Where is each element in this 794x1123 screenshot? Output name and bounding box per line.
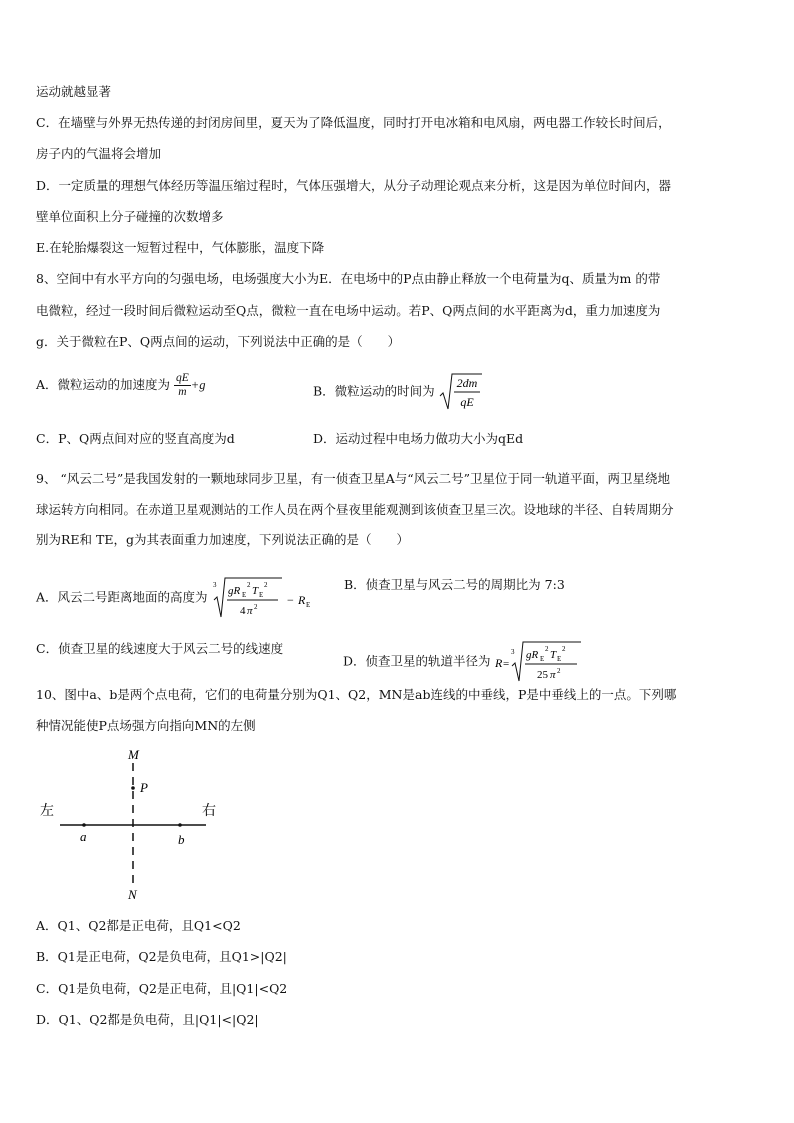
option-d-line2: 壁单位面积上分子碰撞的次数增多 [36, 209, 224, 224]
q10-option-d: D．Q1、Q2都是负电荷，且|Q1|<|Q2| [36, 1012, 259, 1027]
q10-stem-line1: 10、图中a、b是两个点电荷，它们的电荷量分别为Q1、Q2，MN是ab连线的中垂线，P是中垂线上的一点。下列哪 [36, 687, 677, 702]
q9-option-b: B．侦查卫星与风云二号的周期比为 7:3 [344, 577, 565, 592]
q9-option-c: C．侦查卫星的线速度大于风云二号的线速度 [36, 641, 284, 656]
charge-diagram [36, 745, 226, 905]
svg-text:E: E [556, 655, 561, 663]
svg-text:gR: gR [525, 649, 538, 661]
svg-text:R: R [494, 656, 502, 670]
option-e-line: E.在轮胎爆裂这一短暂过程中，气体膨胀，温度下降 [36, 240, 325, 255]
label-p: P [140, 780, 148, 795]
q8-option-b-text: B．微粒运动的时间为 [313, 383, 435, 399]
label-right: 右 [202, 804, 216, 819]
q9-option-a [36, 576, 316, 620]
svg-text:−: − [286, 593, 294, 607]
q10-option-a: A．Q1、Q2都是正电荷，且Q1<Q2 [36, 918, 241, 933]
svg-text:=: = [502, 658, 509, 670]
svg-text:gR: gR [227, 585, 240, 597]
q9-a-formula-icon [212, 576, 316, 620]
q9-d-formula-icon [495, 640, 583, 684]
svg-text:R: R [297, 593, 305, 607]
svg-text:25: 25 [536, 669, 548, 681]
option-c-line2: 房子内的气温将会增加 [36, 146, 162, 161]
svg-text:E: E [305, 601, 310, 609]
q8-stem-line3: g．关于微粒在P、Q两点间的运动，下列说法中正确的是（ ） [36, 334, 401, 349]
fraction-numerator: qE [176, 372, 189, 384]
label-left: 左 [40, 804, 54, 819]
label-b: b [178, 832, 185, 847]
option-d-line1: D．一定质量的理想气体经历等温压缩过程时，气体压强增大，从分子动理论观点来分析，这是因为单位时间内，器 [36, 178, 672, 193]
svg-text:π: π [246, 605, 253, 617]
label-n: N [128, 887, 137, 902]
point-p [131, 786, 135, 790]
svg-text:π: π [549, 669, 556, 681]
svg-text:2: 2 [246, 581, 251, 589]
q9-option-a-text: A．风云二号距离地面的高度为 [36, 589, 208, 605]
fraction-denominator: m [178, 386, 187, 398]
svg-text:2: 2 [253, 603, 258, 611]
q9-stem-line3: 别为RE和 TE，g为其表面重力加速度，下列说法正确的是（ ） [36, 532, 409, 547]
label-a: a [80, 829, 87, 844]
text-line: 运动就越显著 [36, 84, 112, 99]
svg-text:2: 2 [544, 645, 549, 653]
label-m: M [128, 747, 139, 762]
q9-option-d-text: D．侦查卫星的轨道半径为 [343, 653, 491, 669]
q8-option-c: C．P、Q两点间对应的竖直高度为d [36, 431, 235, 446]
svg-text:E: E [539, 655, 544, 663]
svg-text:2: 2 [556, 667, 561, 675]
svg-text:E: E [258, 591, 263, 599]
svg-text:E: E [241, 591, 246, 599]
sqrt-sign-icon [439, 372, 483, 412]
q9-stem-line2: 球运转方向相同。在赤道卫星观测站的工作人员在两个昼夜里能观测到该侦查卫星三次。设地球的半径、自转周期分 [36, 502, 674, 517]
svg-text:3: 3 [510, 648, 515, 656]
sqrt-denominator: qE [460, 395, 474, 409]
q10-stem-line2: 种情况能使P点场强方向指向MN的左侧 [36, 718, 256, 733]
q10-option-b: B．Q1是正电荷，Q2是负电荷，且Q1>|Q2| [36, 949, 287, 964]
option-c-line1: C．在墙壁与外界无热传递的封闭房间里，夏天为了降低温度，同时打开电冰箱和电风扇，两电器工作较长时间后， [36, 115, 671, 130]
svg-text:2: 2 [263, 581, 268, 589]
svg-text:T: T [251, 585, 258, 597]
svg-text:T: T [549, 649, 556, 661]
charge-a [82, 823, 86, 827]
svg-text:4: 4 [239, 605, 246, 617]
q9-option-d [343, 640, 583, 684]
q8-a-fraction [174, 372, 191, 399]
q8-option-a [36, 372, 205, 399]
q8-option-b [313, 372, 483, 412]
q8-a-tail: +g [190, 378, 206, 392]
sqrt-numerator: 2dm [456, 376, 478, 390]
svg-text:2: 2 [561, 645, 566, 653]
svg-text:3: 3 [212, 581, 217, 589]
q8-stem-line1: 8、空间中有水平方向的匀强电场，电场强度大小为E．在电场中的P点由静止释放一个电荷量为q、质量为m 的带 [36, 271, 661, 286]
q9-stem-line1: 9、 “风云二号”是我国发射的一颗地球同步卫星，有一侦查卫星A与“风云二号”卫星位于同一轨道平面，两卫星绕地 [36, 471, 671, 486]
q8-option-d: D．运动过程中电场力做功大小为qEd [313, 431, 524, 446]
q10-option-c: C．Q1是负电荷，Q2是正电荷，且|Q1|<Q2 [36, 981, 288, 996]
q8-stem-line2: 电微粒，经过一段时间后微粒运动至Q点，微粒一直在电场中运动。若P、Q两点间的水平距离为d，重力加速度为 [36, 303, 661, 318]
q8-option-a-text: A．微粒运动的加速度为 [36, 377, 171, 392]
charge-b [178, 823, 182, 827]
